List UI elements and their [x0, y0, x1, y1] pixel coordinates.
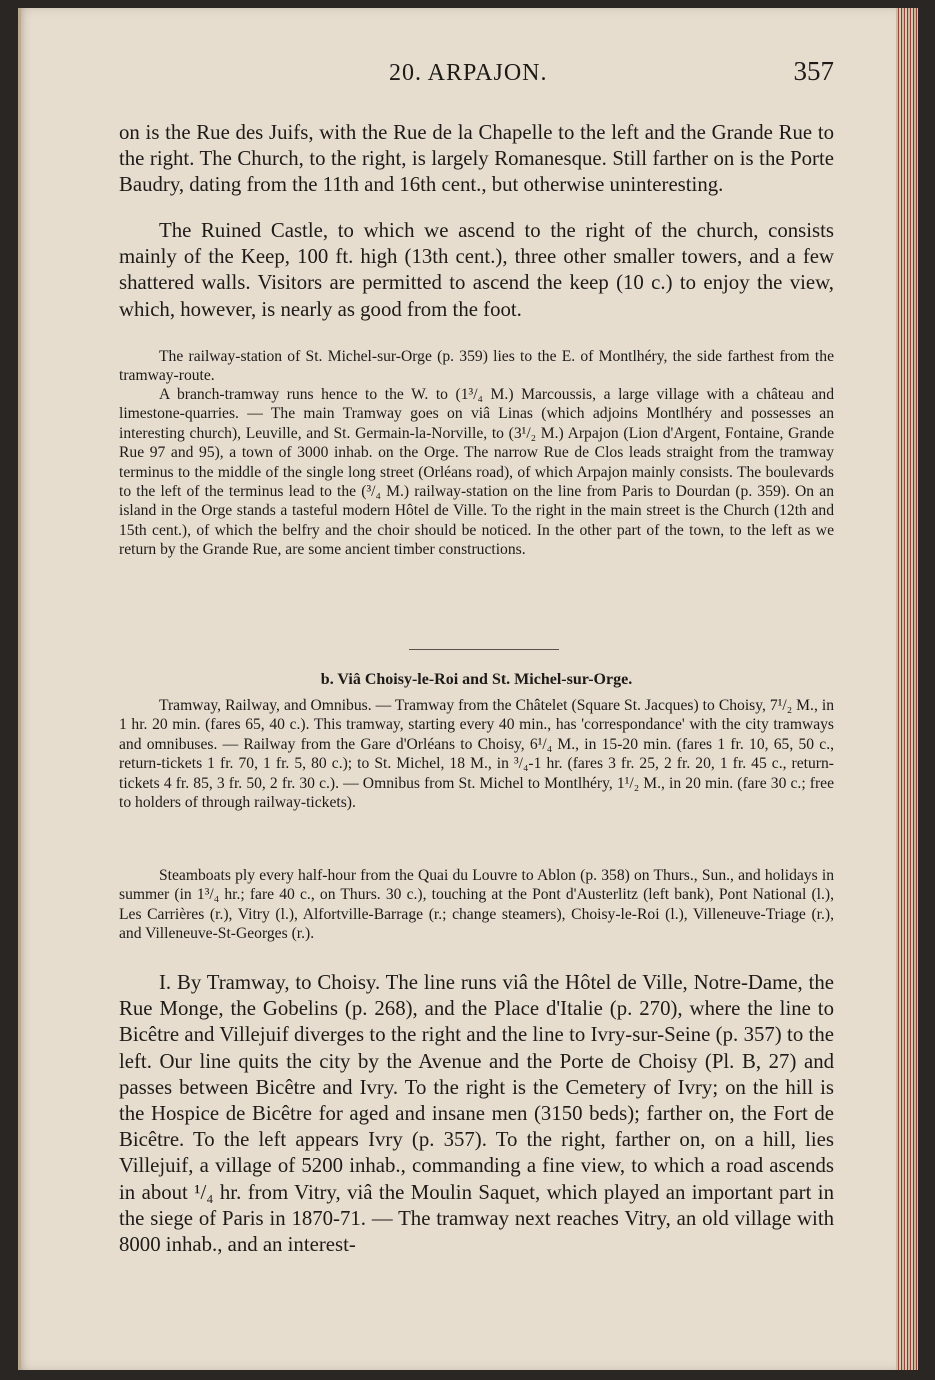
section-divider — [409, 649, 559, 650]
page-number: 357 — [793, 56, 834, 86]
note-arpajon: A branch-tramway runs hence to the W. to (1³/₄ M.) Marcoussis, a large village with a château and limestone-quarries. — The main Tramway goes on viâ Linas (which adjoins Montlhéry and possesses an interesting church), Leuville, and St. Germain-la-Norville, to (3¹/₂ M.) Arpajon (Lion d'Argent, Fontaine, Grande Rue 97 and 95), a town of 3000 inhab. on the Orge. The narrow Rue de Clos leads straight from the tramway terminus to the middle of the single long street (Orléans road), of which Arpajon mainly consists. The boulevards to the left of the terminus lead to the (³/₄ M.) railway-station on the line from Paris to Dourdan (p. 359). On an island in the Orge stands a tasteful modern Hôtel de Ville. To the right in the main street is the Church (12th and 15th cent.), of which the belfry and the choir should be noticed. In the other part of the town, to the left as we return by the Grande Rue, are some ancient timber constructions. — [119, 386, 834, 559]
page-edge — [896, 8, 918, 1370]
note-steamboats: Steamboats ply every half-hour from the Quai du Louvre to Ablon (p. 358) on Thurs., Sun., and holidays in summer (in 1³/₄ hr.; fare 40 c., on Thurs. 30 c.), touching at the Pont d'Austerlitz (left bank), Pont National (l.), Les Carrières (r.), Vitry (l.), Alfortville-Barrage (r.; change steamers), Choisy-le-Roi (l.), Villeneuve-Triage (r.), and Villeneuve-St-Georges (r.). — [119, 867, 834, 943]
paragraph-by-tramway: I. By Tramway, to Choisy. The line runs viâ the Hôtel de Ville, Notre-Dame, the Rue Monge, the Gobelins (p. 268), and the Place d'Italie (p. 270), where the line to Bicêtre and Villejuif diverges to the right and the line to Ivry-sur-Seine (p. 357) to the left. Our line quits the city by the Avenue and the Porte de Choisy (Pl. B, 27) and passes between Bicêtre and Ivry. To the right is the Cemetery of Ivry; on the hill is the Hospice de Bicêtre for aged and insane men (3150 beds); farther on, the Fort de Bicêtre. To the left appears Ivry (p. 357). To the right, farther on, on a hill, lies Villejuif, a village of 5200 inhab., commanding a fine view, to which a road ascends in about ¹/₄ hr. from Vitry, viâ the Moulin Saquet, which played an important part in the siege of Paris in 1870-71. — The tramway next reaches Vitry, an old village with 8000 inhab., and an interest- — [119, 971, 834, 1257]
paragraph-ruined-castle: The Ruined Castle, to which we ascend to the right of the church, consists mainly of the Keep, 100 ft. high (13th cent.), three other smaller towers, and a few shattered walls. Visitors are permitted to ascend the keep (10 c.) to enjoy the view, which, however, is nearly as good from the foot. — [119, 219, 834, 321]
book-page — [18, 8, 918, 1370]
section-title: 20. ARPAJON. — [389, 60, 548, 86]
paragraph-church: on is the Rue des Juifs, with the Rue de la Chapelle to the left and the Grande Rue to the right. The Church, to the right, is largely Romanesque. Still farther on is the Porte Baudry, dating from the 11th and 16th cent., but otherwise uninteresting. — [119, 121, 834, 197]
note-railway-station: The railway-station of St. Michel-sur-Orge (p. 359) lies to the E. of Montlhéry, the side farthest from the tramway-route. — [119, 348, 834, 385]
route-subheading: b. Viâ Choisy-le-Roi and St. Michel-sur-Orge. — [320, 671, 633, 688]
running-header — [119, 56, 834, 100]
note-transport: Tramway, Railway, and Omnibus. — Tramway from the Châtelet (Square St. Jacques) to Choisy, 7¹/₂ M., in 1 hr. 20 min. (fares 65, 40 c.). This tramway, starting every 40 min., has 'correspondance' with the city tramways and omnibuses. — Railway from the Gare d'Orléans to Choisy, 6¹/₄ M., in 15-20 min. (fares 1 fr. 10, 65, 50 c., return-tickets 1 fr. 70, 1 fr. 5, 80 c.); to St. Michel, 18 M., in ³/₄-1 hr. (fares 3 fr. 25, 2 fr. 20, 1 fr. 45 c., return-tickets 4 fr. 85, 3 fr. 50, 2 fr. 30 c.). — Omnibus from St. Michel to Montlhéry, 1¹/₂ M., in 20 min. (fare 30 c.; free to holders of through railway-tickets). — [119, 697, 834, 812]
